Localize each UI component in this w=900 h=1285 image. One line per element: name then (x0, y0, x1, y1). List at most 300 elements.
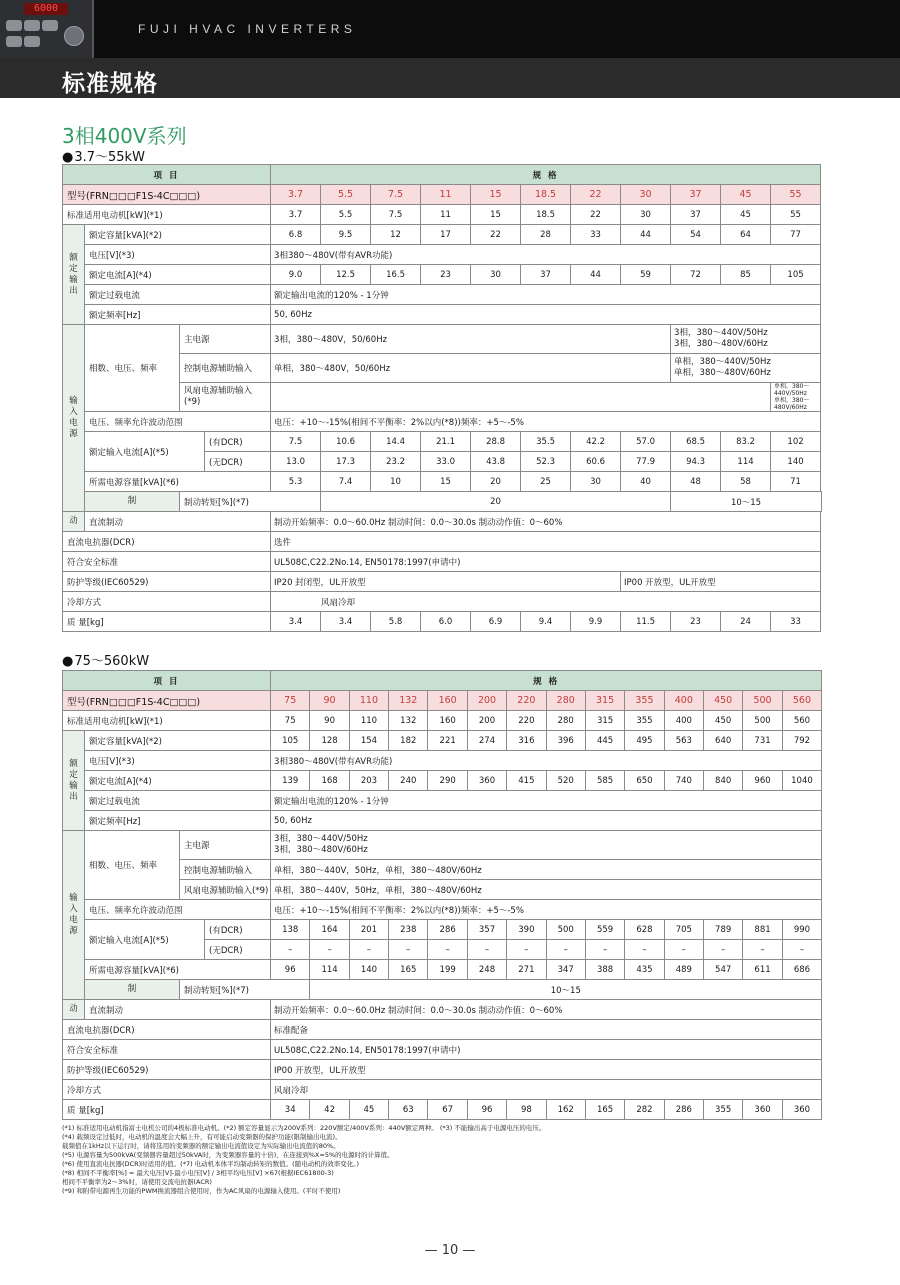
current-cell: 30 (471, 265, 521, 285)
input-current-with-dcr-cell: 500 (546, 920, 585, 940)
footnote: (*9) 和附带电源再生功能的PWM换流器组合使用时，作为AC风扇的电源输入使用。(平时不使用) (62, 1187, 341, 1195)
fan-power-label: 风扇电源辅助输入(*9) (180, 880, 271, 900)
page-number: — 10 — (424, 1243, 476, 1258)
input-current-with-dcr-cell: 201 (349, 920, 388, 940)
capacity-cell: 563 (664, 731, 703, 751)
with-dcr-label: (有DCR) (205, 920, 271, 940)
model-cell: 315 (585, 691, 624, 711)
brake-group-bottom: 动 (63, 512, 85, 532)
footnote: 相间不平衡率为2～3%时，请使用交流电抗器(ACR) (62, 1178, 212, 1186)
input-current-without-dcr-cell: – (428, 940, 467, 960)
input-current-without-dcr-cell: – (743, 940, 782, 960)
cooling-value: 风扇冷却 (271, 1080, 822, 1100)
input-current-with-dcr-cell: 138 (271, 920, 310, 940)
keypad-key (6, 36, 22, 47)
keypad-key (42, 20, 58, 31)
required-capacity-cell: 40 (621, 472, 671, 492)
current-cell: 360 (467, 771, 506, 791)
current-cell: 85 (721, 265, 771, 285)
input-current-without-dcr-cell: 23.2 (371, 452, 421, 472)
required-capacity-label: 所需电源容量[kVA](*6) (85, 960, 271, 980)
mass-cell: 67 (428, 1100, 467, 1120)
input-current-with-dcr-cell: 7.5 (271, 432, 321, 452)
model-cell: 11 (421, 185, 471, 205)
input-current-with-dcr-cell: 390 (507, 920, 546, 940)
current-cell: 740 (664, 771, 703, 791)
input-current-with-dcr-cell: 35.5 (521, 432, 571, 452)
safety-standard-value: UL508C,C22.2No.14, EN50178:1997(申请中) (271, 552, 821, 572)
input-current-without-dcr-cell: 43.8 (471, 452, 521, 472)
motor-cell: 200 (467, 711, 506, 731)
required-capacity-cell: 96 (271, 960, 310, 980)
spec-table-large (62, 670, 822, 1120)
model-cell: 3.7 (271, 185, 321, 205)
capacity-cell: 12 (371, 225, 421, 245)
current-cell: 72 (671, 265, 721, 285)
mass-cell: 98 (507, 1100, 546, 1120)
output-group: 额 定 输 出 (63, 225, 85, 325)
motor-cell: 220 (507, 711, 546, 731)
model-cell: 18.5 (521, 185, 571, 205)
dcr-value: 选件 (271, 532, 821, 552)
model-cell: 30 (621, 185, 671, 205)
input-current-with-dcr-cell: 238 (389, 920, 428, 940)
input-current-without-dcr-cell: 77.9 (621, 452, 671, 472)
model-cell: 220 (507, 691, 546, 711)
capacity-cell: 33 (571, 225, 621, 245)
head-spec: 规 格 (271, 671, 822, 691)
required-capacity-cell: 388 (585, 960, 624, 980)
mass-cell: 360 (782, 1100, 821, 1120)
head-item: 项 目 (63, 671, 271, 691)
keypad-knob (64, 26, 84, 46)
safety-standard-label: 符合安全标准 (63, 1040, 271, 1060)
model-cell: 500 (743, 691, 782, 711)
input-current-with-dcr-cell: 705 (664, 920, 703, 940)
capacity-cell: 445 (585, 731, 624, 751)
capacity-cell: 105 (271, 731, 310, 751)
brake-torque-value-b: 10～15 (671, 492, 822, 512)
input-current-without-dcr-cell: – (703, 940, 742, 960)
input-current-without-dcr-cell: – (585, 940, 624, 960)
mass-cell: 11.5 (621, 612, 671, 632)
capacity-cell: 17 (421, 225, 471, 245)
keypad-panel-image (0, 0, 94, 58)
current-label: 额定电流[A](*4) (85, 771, 271, 791)
input-current-without-dcr-cell: 114 (721, 452, 771, 472)
required-capacity-label: 所需电源容量[kVA](*6) (85, 472, 271, 492)
current-label: 额定电流[A](*4) (85, 265, 271, 285)
protection-value-b: IP00 开放型，UL开放型 (621, 572, 821, 592)
fluctuation-value: 电压：+10～-15%(相间不平衡率：2%以内(*8))频率：+5～-5% (271, 900, 822, 920)
input-current-with-dcr-cell: 83.2 (721, 432, 771, 452)
head-item: 项 目 (63, 165, 271, 185)
capacity-cell: 316 (507, 731, 546, 751)
current-cell: 520 (546, 771, 585, 791)
voltage-label: 电压[V](*3) (85, 751, 271, 771)
input-current-with-dcr-cell: 789 (703, 920, 742, 940)
required-capacity-cell: 25 (521, 472, 571, 492)
required-capacity-cell: 611 (743, 960, 782, 980)
cooling-label: 冷却方式 (63, 592, 271, 612)
frequency-label: 额定频率[Hz] (85, 305, 271, 325)
title-bar (0, 58, 900, 98)
input-current-without-dcr-cell: – (271, 940, 310, 960)
required-capacity-cell: 7.4 (321, 472, 371, 492)
current-cell: 585 (585, 771, 624, 791)
capacity-cell: 77 (771, 225, 821, 245)
input-current-with-dcr-cell: 881 (743, 920, 782, 940)
capacity-cell: 640 (703, 731, 742, 751)
without-dcr-label: (无DCR) (205, 452, 271, 472)
model-cell: 37 (671, 185, 721, 205)
model-cell: 200 (467, 691, 506, 711)
overload-label: 额定过载电流 (85, 285, 271, 305)
without-dcr-label: (无DCR) (205, 940, 271, 960)
mass-cell: 3.4 (321, 612, 371, 632)
fluctuation-value: 电压：+10～-15%(相间不平衡率：2%以内(*8))频率：+5～-5% (271, 412, 821, 432)
input-current-without-dcr-cell: – (664, 940, 703, 960)
model-cell: 160 (428, 691, 467, 711)
brake-group-top: 制 (85, 492, 180, 512)
protection-value: IP00 开放型，UL开放型 (271, 1060, 822, 1080)
dcr-value: 标准配备 (271, 1020, 822, 1040)
series-title: 3相400V系列 (62, 124, 187, 148)
footnote: (*6) 使用直流电抗器(DCR)时适用的值。(*7) 电动机本体平均制动转矩的数值。(随电动机的效率变化。) (62, 1160, 360, 1168)
motor-cell: 110 (349, 711, 388, 731)
main-power-value-a: 3相，380～480V，50/60Hz (271, 325, 671, 354)
required-capacity-cell: 140 (349, 960, 388, 980)
brand-text: FUJI HVAC INVERTERS (138, 22, 357, 36)
section1-subtitle: ●3.7～55kW (62, 150, 145, 165)
control-power-value: 单相，380～440V，50Hz，单相，380～480V/60Hz (271, 860, 822, 880)
input-current-label: 额定输入电流[A](*5) (85, 432, 205, 472)
required-capacity-cell: 114 (310, 960, 349, 980)
input-current-without-dcr-cell: 52.3 (521, 452, 571, 472)
main-power-label: 主电源 (180, 325, 271, 354)
current-cell: 840 (703, 771, 742, 791)
spec-table-small (62, 164, 822, 632)
voltage-label: 电压[V](*3) (85, 245, 271, 265)
required-capacity-cell: 15 (421, 472, 471, 492)
required-capacity-cell: 271 (507, 960, 546, 980)
mass-cell: 5.8 (371, 612, 421, 632)
mass-cell: 6.9 (471, 612, 521, 632)
current-cell: 415 (507, 771, 546, 791)
dcr-label: 直流电抗器(DCR) (63, 532, 271, 552)
footnote: (*5) 电源容量为500kVA(变频器容量超过50kVA时，为变频器容量的十倍)，在连接到%X=5%的电源时的计算值。 (62, 1151, 394, 1159)
frequency-label: 额定频率[Hz] (85, 811, 271, 831)
current-cell: 960 (743, 771, 782, 791)
capacity-cell: 22 (471, 225, 521, 245)
required-capacity-cell: 30 (571, 472, 621, 492)
model-cell: 22 (571, 185, 621, 205)
control-power-label: 控制电源辅助输入 (180, 354, 271, 383)
required-capacity-cell: 20 (471, 472, 521, 492)
control-power-value-b: 单相，380～440V/50Hz 单相，380～480V/60Hz (671, 354, 821, 383)
input-current-with-dcr-cell: 990 (782, 920, 821, 940)
footnote: 载频值在1kHz以下运行时，请将选用的变频器的额定输出电流值设定为实际输出电流值的80%。 (62, 1142, 340, 1150)
mass-cell: 42 (310, 1100, 349, 1120)
input-current-label: 额定输入电流[A](*5) (85, 920, 205, 960)
dc-brake-label: 直流制动 (85, 512, 271, 532)
input-current-without-dcr-cell: 94.3 (671, 452, 721, 472)
safety-standard-label: 符合安全标准 (63, 552, 271, 572)
input-current-without-dcr-cell: – (467, 940, 506, 960)
dcr-label: 直流电抗器(DCR) (63, 1020, 271, 1040)
motor-cell: 3.7 (271, 205, 321, 225)
required-capacity-cell: 489 (664, 960, 703, 980)
model-cell: 5.5 (321, 185, 371, 205)
dc-brake-value: 制动开始频率：0.0～60.0Hz 制动时间：0.0～30.0s 制动动作值：0～60% (271, 1000, 822, 1020)
model-cell: 280 (546, 691, 585, 711)
voltage-value: 3相380～480V(带有AVR功能) (271, 751, 822, 771)
main-power-value: 3相，380～440V/50Hz 3相，380～480V/60Hz (271, 831, 822, 860)
input-current-with-dcr-cell: 68.5 (671, 432, 721, 452)
input-current-with-dcr-cell: 10.6 (321, 432, 371, 452)
mass-label: 质 量[kg] (63, 1100, 271, 1120)
frequency-value: 50, 60Hz (271, 305, 821, 325)
output-group: 额 定 输 出 (63, 731, 85, 831)
model-cell: 132 (389, 691, 428, 711)
motor-cell: 18.5 (521, 205, 571, 225)
motor-cell: 280 (546, 711, 585, 731)
mass-cell: 9.9 (571, 612, 621, 632)
input-current-with-dcr-cell: 57.0 (621, 432, 671, 452)
input-current-without-dcr-cell: 33.0 (421, 452, 471, 472)
input-current-without-dcr-cell: 17.3 (321, 452, 371, 472)
required-capacity-cell: 165 (389, 960, 428, 980)
mass-label: 质 量[kg] (63, 612, 271, 632)
input-current-with-dcr-cell: 14.4 (371, 432, 421, 452)
model-cell: 55 (771, 185, 821, 205)
model-label: 型号(FRN□□□F1S-4C□□□) (63, 185, 271, 205)
current-cell: 290 (428, 771, 467, 791)
dc-brake-value: 制动开始频率：0.0～60.0Hz 制动时间：0.0～30.0s 制动动作值：0～60% (271, 512, 821, 532)
fluctuation-label: 电压、频率允许波动范围 (85, 412, 271, 432)
required-capacity-cell: 547 (703, 960, 742, 980)
mass-cell: 24 (721, 612, 771, 632)
current-cell: 44 (571, 265, 621, 285)
cooling-value: 风扇冷却 (271, 592, 821, 612)
input-current-with-dcr-cell: 21.1 (421, 432, 471, 452)
capacity-cell: 28 (521, 225, 571, 245)
motor-cell: 132 (389, 711, 428, 731)
overload-value: 额定输出电流的120% - 1分钟 (271, 285, 821, 305)
current-cell: 105 (771, 265, 821, 285)
control-power-value-a: 单相，380～480V，50/60Hz (271, 354, 671, 383)
top-banner (0, 0, 900, 58)
fan-power-value: 单相，380～ 440V/50Hz 单相，380～ 480V/60Hz (771, 383, 821, 412)
current-cell: 37 (521, 265, 571, 285)
mass-cell: 286 (664, 1100, 703, 1120)
input-current-with-dcr-cell: 42.2 (571, 432, 621, 452)
dc-brake-label: 直流制动 (85, 1000, 271, 1020)
required-capacity-cell: 10 (371, 472, 421, 492)
input-current-with-dcr-cell: 164 (310, 920, 349, 940)
mass-cell: 355 (703, 1100, 742, 1120)
main-power-label: 主电源 (180, 831, 271, 860)
motor-cell: 22 (571, 205, 621, 225)
input-current-with-dcr-cell: 357 (467, 920, 506, 940)
brake-torque-label: 制动转矩[%](*7) (180, 492, 321, 512)
mass-cell: 165 (585, 1100, 624, 1120)
brake-torque-value-a: 20 (321, 492, 671, 512)
input-current-with-dcr-cell: 28.8 (471, 432, 521, 452)
page-title: 标准规格 (62, 71, 158, 97)
mass-cell: 63 (389, 1100, 428, 1120)
footnote: (*1) 标准适用电动机指富士电机公司的4极标准电动机。(*2) 额定容量显示为200V系列：220V额定/400V系列：440V额定两种。 (*3) 不能输出高于电源电压的电压。 (62, 1124, 546, 1132)
motor-cell: 75 (271, 711, 310, 731)
input-current-without-dcr-cell: 140 (771, 452, 821, 472)
input-current-without-dcr-cell: – (349, 940, 388, 960)
mass-cell: 45 (349, 1100, 388, 1120)
motor-cell: 500 (743, 711, 782, 731)
input-current-with-dcr-cell: 628 (625, 920, 664, 940)
brake-torque-label: 制动转矩[%](*7) (180, 980, 310, 1000)
motor-cell: 90 (310, 711, 349, 731)
mass-cell: 6.0 (421, 612, 471, 632)
capacity-label: 额定容量[kVA](*2) (85, 731, 271, 751)
input-current-without-dcr-cell: – (625, 940, 664, 960)
footnote: (*4) 载频设定过低时，电动机的温度会大幅上升，有可能启动变频器的保护功能(限制输出电流)。 (62, 1133, 342, 1141)
current-cell: 650 (625, 771, 664, 791)
motor-cell: 55 (771, 205, 821, 225)
input-current-without-dcr-cell: 13.0 (271, 452, 321, 472)
keypad-key (24, 36, 40, 47)
input-current-without-dcr-cell: – (546, 940, 585, 960)
motor-cell: 315 (585, 711, 624, 731)
safety-standard-value: UL508C,C22.2No.14, EN50178:1997(申请中) (271, 1040, 822, 1060)
fan-power-value-empty (271, 383, 771, 412)
current-cell: 12.5 (321, 265, 371, 285)
model-label: 型号(FRN□□□F1S-4C□□□) (63, 691, 271, 711)
phase-voltage-freq-label: 相数、电压、频率 (85, 831, 180, 900)
model-cell: 110 (349, 691, 388, 711)
capacity-cell: 221 (428, 731, 467, 751)
required-capacity-cell: 199 (428, 960, 467, 980)
voltage-value: 3相380～480V(带有AVR功能) (271, 245, 821, 265)
capacity-cell: 495 (625, 731, 664, 751)
overload-value: 额定输出电流的120% - 1分钟 (271, 791, 822, 811)
input-group: 输 入 电 源 (63, 325, 85, 512)
motor-cell: 560 (782, 711, 821, 731)
cooling-label: 冷却方式 (63, 1080, 271, 1100)
input-current-with-dcr-cell: 102 (771, 432, 821, 452)
brake-group-bottom: 动 (63, 1000, 85, 1020)
fan-power-value: 单相，380～440V，50Hz，单相，380～480V/60Hz (271, 880, 822, 900)
brake-torque-value: 10～15 (310, 980, 822, 1000)
model-cell: 450 (703, 691, 742, 711)
motor-cell: 7.5 (371, 205, 421, 225)
mass-cell: 360 (743, 1100, 782, 1120)
required-capacity-cell: 248 (467, 960, 506, 980)
fan-power-label: 风扇电源辅助输入(*9) (180, 383, 271, 412)
motor-cell: 37 (671, 205, 721, 225)
input-current-without-dcr-cell: – (782, 940, 821, 960)
capacity-cell: 9.5 (321, 225, 371, 245)
motor-cell: 5.5 (321, 205, 371, 225)
model-cell: 7.5 (371, 185, 421, 205)
required-capacity-cell: 71 (771, 472, 821, 492)
phase-voltage-freq-label: 相数、电压、频率 (85, 325, 180, 412)
required-capacity-cell: 5.3 (271, 472, 321, 492)
capacity-cell: 274 (467, 731, 506, 751)
main-power-value-b: 3相，380～440V/50Hz 3相，380～480V/60Hz (671, 325, 821, 354)
required-capacity-cell: 686 (782, 960, 821, 980)
current-cell: 16.5 (371, 265, 421, 285)
capacity-cell: 731 (743, 731, 782, 751)
with-dcr-label: (有DCR) (205, 432, 271, 452)
mass-cell: 9.4 (521, 612, 571, 632)
required-capacity-cell: 48 (671, 472, 721, 492)
input-current-with-dcr-cell: 286 (428, 920, 467, 940)
current-cell: 139 (271, 771, 310, 791)
capacity-label: 额定容量[kVA](*2) (85, 225, 271, 245)
capacity-cell: 6.8 (271, 225, 321, 245)
frequency-value: 50, 60Hz (271, 811, 822, 831)
capacity-cell: 792 (782, 731, 821, 751)
control-power-label: 控制电源辅助输入 (180, 860, 271, 880)
keypad-key (6, 20, 22, 31)
protection-label: 防护等级(IEC60529) (63, 572, 271, 592)
protection-value-a: IP20 封闭型，UL开放型 (271, 572, 621, 592)
motor-cell: 450 (703, 711, 742, 731)
model-cell: 75 (271, 691, 310, 711)
motor-cell: 30 (621, 205, 671, 225)
required-capacity-cell: 58 (721, 472, 771, 492)
fluctuation-label: 电压、频率允许波动范围 (85, 900, 271, 920)
capacity-cell: 396 (546, 731, 585, 751)
overload-label: 额定过载电流 (85, 791, 271, 811)
motor-label: 标准适用电动机[kW](*1) (63, 711, 271, 731)
head-spec: 规 格 (271, 165, 821, 185)
capacity-cell: 154 (349, 731, 388, 751)
motor-cell: 11 (421, 205, 471, 225)
capacity-cell: 44 (621, 225, 671, 245)
footnote: (*8) 相间不平衡率[%] = 最大电压[V]-最小电压[V] / 3相平均电压[V] ×67(根据IEC61800-3) (62, 1169, 334, 1177)
motor-cell: 45 (721, 205, 771, 225)
input-group: 输 入 电 源 (63, 831, 85, 1000)
capacity-cell: 182 (389, 731, 428, 751)
capacity-cell: 64 (721, 225, 771, 245)
required-capacity-cell: 347 (546, 960, 585, 980)
capacity-cell: 54 (671, 225, 721, 245)
current-cell: 59 (621, 265, 671, 285)
current-cell: 9.0 (271, 265, 321, 285)
model-cell: 45 (721, 185, 771, 205)
current-cell: 1040 (782, 771, 821, 791)
footnotes (62, 1124, 852, 1196)
current-cell: 23 (421, 265, 471, 285)
model-cell: 400 (664, 691, 703, 711)
mass-cell: 34 (271, 1100, 310, 1120)
input-current-without-dcr-cell: 60.6 (571, 452, 621, 472)
current-cell: 240 (389, 771, 428, 791)
mass-cell: 282 (625, 1100, 664, 1120)
input-current-with-dcr-cell: 559 (585, 920, 624, 940)
model-cell: 15 (471, 185, 521, 205)
motor-label: 标准适用电动机[kW](*1) (63, 205, 271, 225)
current-cell: 203 (349, 771, 388, 791)
motor-cell: 160 (428, 711, 467, 731)
capacity-cell: 128 (310, 731, 349, 751)
required-capacity-cell: 435 (625, 960, 664, 980)
mass-cell: 23 (671, 612, 721, 632)
protection-label: 防护等级(IEC60529) (63, 1060, 271, 1080)
motor-cell: 15 (471, 205, 521, 225)
model-cell: 90 (310, 691, 349, 711)
